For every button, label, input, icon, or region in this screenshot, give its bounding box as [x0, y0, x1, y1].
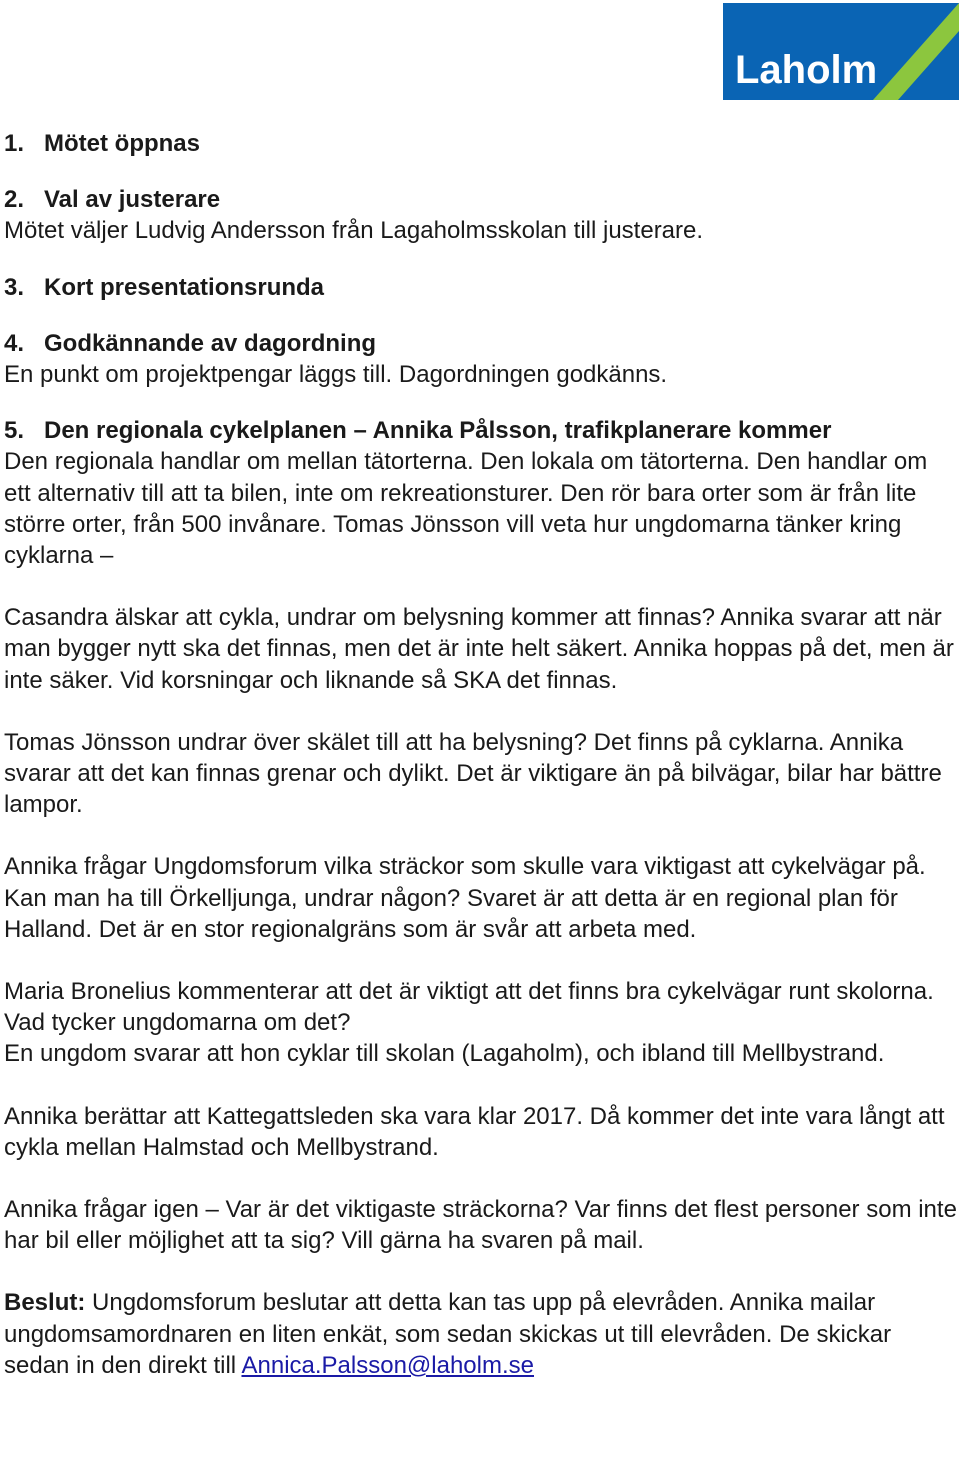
paragraph-ungdom: En ungdom svarar att hon cyklar till skolan (Lagaholm), och ibland till Mellbystrand. [4, 1040, 885, 1068]
beslut-label: Beslut: [4, 1289, 86, 1317]
item-title: Den regionala cykelplanen – Annika Pålsson, trafikplanerare kommer [44, 417, 832, 445]
beslut-paragraph [4, 1287, 958, 1381]
paragraph-orkelljunga: Kan man ha till Örkelljunga, undrar någon? Svaret är att detta är en regional plan för Halland. Det är en stor regionalgräns som är svår att arbeta med. [4, 884, 898, 943]
item-number: 3. [4, 273, 25, 301]
item-number: 4. [4, 329, 25, 357]
paragraph-regional: Den regionala handlar om mellan tätorterna. Den lokala om tätorterna. Den handlar om ett alternativ till att ta bilen, inte om rekreationsturer. Den rör bara orter som är från lite större orter, från 500 invånare. Tomas Jönsson vill veta hur ungdomarna tänker kring cyklarna – [4, 448, 928, 570]
paragraph-strackor: Annika frågar Ungdomsforum vilka sträckor som skulle vara viktigast att cykelvägar på. [4, 853, 926, 881]
item-title: Mötet öppnas [44, 130, 200, 157]
logo-text: Laholm [735, 48, 878, 92]
agenda-item-5 [4, 415, 958, 446]
paragraph-belysning: Casandra älskar att cykla, undrar om belysning kommer att finnas? Annika svarar att när man bygger nytt ska det finnas, men det är inte helt säkert. Annika hoppas på det, men är inte säker. Vid korsningar och liknande så SKA det finnas. [4, 604, 954, 694]
paragraph-kattegattsleden: Annika berättar att Kattegattsleden ska vara klar 2017. Då kommer det inte vara långt att cykla mellan Halmstad och Mellbystrand. [4, 1102, 945, 1161]
item-title: Val av justerare [44, 186, 221, 214]
paragraph-fragar-igen: Annika frågar igen – Var är det viktigaste sträckorna? Var finns det flest personer som inte har bil eller möjlighet att ta sig? Vill gärna ha svaren på mail. [4, 1196, 957, 1255]
item-number: 2. [4, 186, 25, 214]
meeting-minutes [4, 128, 958, 1381]
dagordning-text: En punkt om projektpengar läggs till. Dagordningen godkänns. [4, 361, 668, 389]
agenda-item-2 [4, 184, 958, 215]
agenda-item-4 [4, 328, 958, 359]
justerare-text: Mötet väljer Ludvig Andersson från Lagaholmsskolan till justerare. [4, 217, 704, 245]
item-number: 1. [4, 130, 25, 157]
paragraph-skal: Tomas Jönsson undrar över skälet till att ha belysning? Det finns på cyklarna. Annika svarar att det kan finnas grenar och dylikt. Det är viktigare än på bilvägar, bilar har bättre lampor. [4, 728, 942, 819]
item-title: Godkännande av dagordning [44, 329, 377, 357]
paragraph-skolorna: Maria Bronelius kommenterar att det är viktigt att det finns bra cykelvägar runt skolorna. Vad tycker ungdomarna om det? [4, 978, 934, 1037]
beslut-text: Ungdomsforum beslutar att detta kan tas upp på elevråden. Annika mailar ungdomsamordnaren en liten enkät, som sedan skickas ut till elevråden. De skickar sedan in den direkt till [4, 1289, 892, 1379]
agenda-item-3 [4, 272, 958, 303]
email-link[interactable]: Annica.Palsson@laholm.se [241, 1351, 534, 1379]
item-title: Kort presentationsrunda [44, 273, 325, 301]
agenda-item-1 [4, 128, 958, 159]
laholm-logo [723, 3, 959, 100]
item-number: 5. [4, 417, 25, 445]
